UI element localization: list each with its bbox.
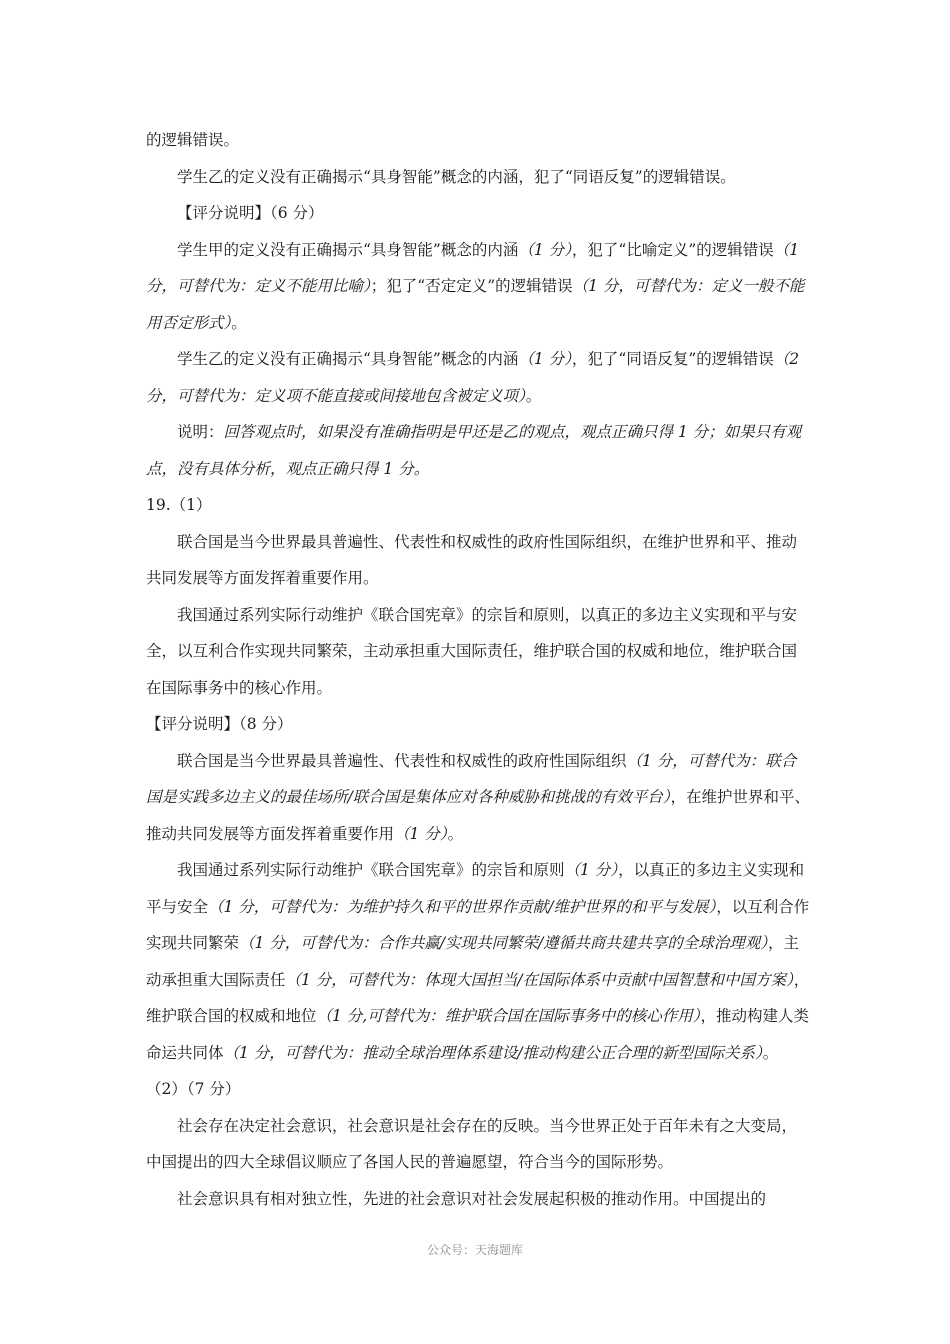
scoring-heading-6: 【评分说明】（6 分） <box>177 204 324 222</box>
scoring-heading-8: 【评分说明】（8 分） <box>146 715 293 733</box>
paragraph-scoring-student-b: 学生乙的定义没有正确揭示“具身智能”概念的内涵（1 分），犯了“同语反复”的逻辑错误（2 分，可替代为：定义项不能直接或间接地包含被定义项）。 <box>146 350 800 405</box>
paragraph-scoring-note: 说明：回答观点时，如果没有准确指明是甲还是乙的观点，观点正确只得 1 分；如果只有观点，没有具体分析，观点正确只得 1 分。 <box>146 423 802 478</box>
document-body <box>146 122 810 1217</box>
paragraph-scoring-student-a: 学生甲的定义没有正确揭示“具身智能”概念的内涵（1 分），犯了“比喻定义”的逻辑错误（1 分，可替代为：定义不能用比喻）；犯了“否定定义”的逻辑错误（1 分，可替代为：定义一般不能用否定形式）。 <box>146 240 805 332</box>
question-19-part-2-heading: （2）（7 分） <box>146 1080 241 1098</box>
paragraph-social-existence: 社会存在决定社会意识，社会意识是社会存在的反映。当今世界正处于百年未有之大变局，中国提出的四大全球倡议顺应了各国人民的普遍愿望，符合当今的国际形势。 <box>146 1116 798 1171</box>
paragraph-scoring-china: 我国通过系列实际行动维护《联合国宪章》的宗旨和原则（1 分），以真正的多边主义实现和平与安全（1 分，可替代为：为维护持久和平的世界作贡献/维护世界的和平与发展），以互利合作实现共同繁荣（1 分，可替代为：合作共赢/实现共同繁荣/遵循共商共建共享的全球治理观），主动承担重大国际责任（1 分，可替代为：体现大国担当/在国际体系中贡献中国智慧和中国方案），维护联合国的权威和地位（1 分,可替代为：维护联合国在国际事务中的核心作用），推动构建人类命运共同体（1 分，可替代为：推动全球治理体系建设/推动构建公正合理的新型国际关系）。 <box>146 861 810 1062</box>
paragraph-social-consciousness: 社会意识具有相对独立性，先进的社会意识对社会发展起积极的推动作用。中国提出的 <box>177 1189 767 1208</box>
question-19-part-1-heading: 19.（1） <box>146 496 212 514</box>
paragraph-continuation: 的逻辑错误。 <box>146 131 240 149</box>
paragraph-un-role: 联合国是当今世界最具普遍性、代表性和权威性的政府性国际组织，在维护世界和平、推动共同发展等方面发挥着重要作用。 <box>146 532 798 587</box>
paragraph-student-b-answer: 学生乙的定义没有正确揭示“具身智能”概念的内涵，犯了“同语反复”的逻辑错误。 <box>177 167 736 186</box>
paragraph-china-actions: 我国通过系列实际行动维护《联合国宪章》的宗旨和原则，以真正的多边主义实现和平与安全，以互利合作实现共同繁荣，主动承担重大国际责任，维护联合国的权威和地位，维护联合国在国际事务中的核心作用。 <box>146 605 798 697</box>
footer-watermark: 公众号：天海题库 <box>426 1243 523 1257</box>
paragraph-scoring-un: 联合国是当今世界最具普遍性、代表性和权威性的政府性国际组织（1 分，可替代为：联合国是实践多边主义的最佳场所/联合国是集体应对各种威胁和挑战的有效平台），在维护世界和平、推动共同发展等方面发挥着重要作用（1 分）。 <box>146 751 810 843</box>
